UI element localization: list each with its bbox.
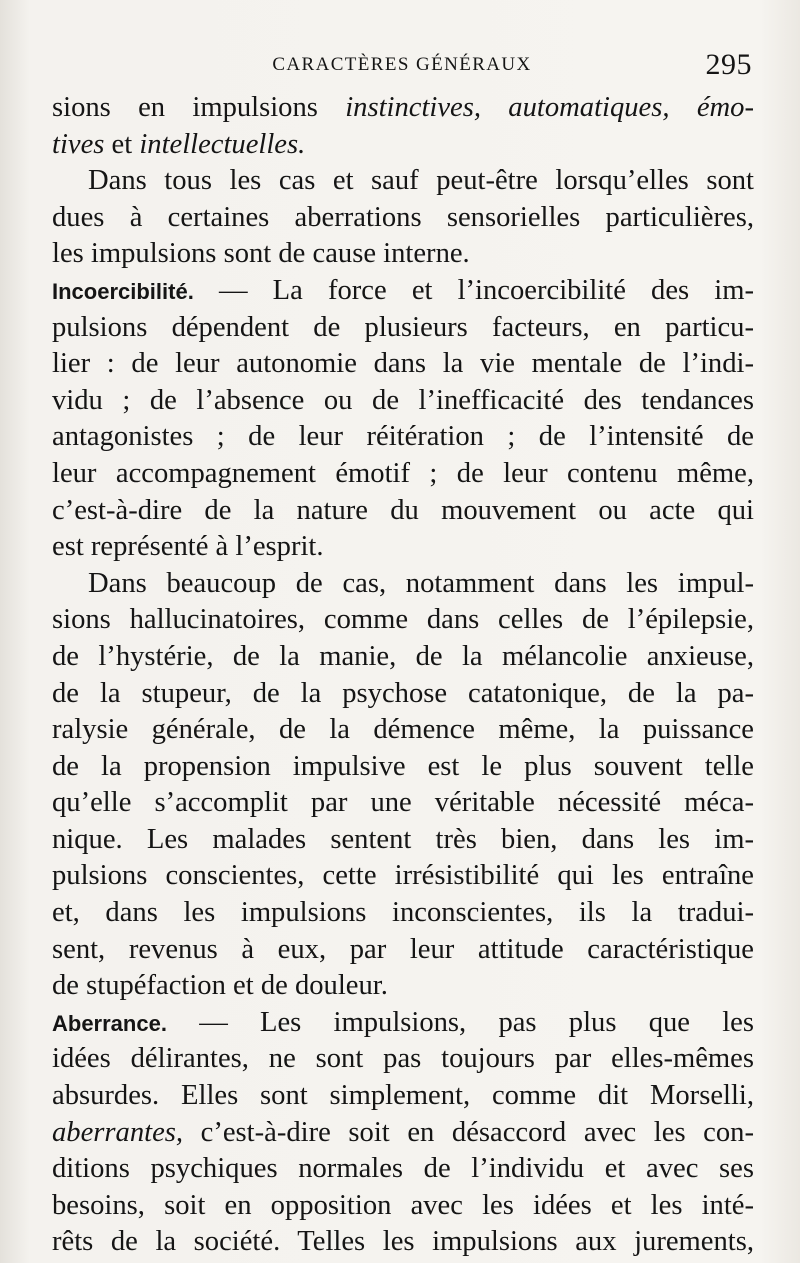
text-segment: antagonistes ; de leur réitération ; de l’intensité de	[52, 421, 754, 453]
text-line	[52, 1188, 754, 1225]
text-segment: ditions psychiques normales de l’individu et avec ses	[52, 1153, 754, 1185]
text-segment: sent, revenus à eux, par leur attitude caractéristique	[52, 933, 754, 965]
text-segment: sions hallucinatoires, comme dans celles de l’épilepsie,	[52, 604, 754, 636]
text-segment: pulsions dépendent de plusieurs facteurs, en particu-	[52, 311, 754, 343]
text-segment: ralysie générale, de la démence même, la puissance	[52, 714, 754, 746]
text-segment: pulsions conscientes, cette irrésistibilité qui les entraîne	[52, 860, 754, 892]
text-line	[52, 90, 754, 127]
running-head	[52, 48, 752, 82]
text-segment: besoins, soit en opposition avec les idées et les inté-	[52, 1189, 754, 1221]
text-line	[52, 310, 754, 347]
text-segment: est représenté à l’esprit.	[52, 531, 324, 563]
text-line	[52, 858, 754, 895]
text-segment: idées délirantes, ne sont pas toujours par elles-mêmes	[52, 1043, 754, 1075]
page-number: 295	[705, 48, 752, 81]
text-segment: et	[104, 128, 140, 160]
section-heading: Incoercibilité.	[52, 278, 194, 304]
text-line	[52, 383, 754, 420]
text-line	[52, 1224, 754, 1261]
text-line	[52, 602, 754, 639]
text-line	[52, 749, 754, 786]
text-line	[52, 236, 754, 273]
text-line	[52, 127, 754, 164]
text-line	[52, 529, 754, 566]
text-line	[52, 1005, 754, 1042]
text-segment: dues à certaines aberrations sensorielles particulières,	[52, 201, 754, 233]
text-line	[52, 346, 754, 383]
text-segment: rêts de la société. Telles les impulsions aux jurements,	[52, 1226, 754, 1258]
text-line	[52, 712, 754, 749]
text-segment: de la stupeur, de la psychose catatonique, de la pa-	[52, 677, 754, 709]
text-segment: Dans tous les cas et sauf peut-être lorsqu’elles sont	[88, 165, 754, 197]
text-line	[52, 895, 754, 932]
italic-text: tives	[52, 128, 105, 160]
text-segment: absurdes. Elles sont simplement, comme dit	[52, 1080, 650, 1112]
text-line	[52, 493, 754, 530]
text-line	[52, 822, 754, 859]
text-segment: qu’elle s’accomplit par une véritable nécessité méca-	[52, 787, 754, 819]
text-line	[52, 1041, 754, 1078]
text-line	[52, 273, 754, 310]
text-line	[52, 968, 754, 1005]
text-segment: de stupéfaction et de douleur.	[52, 970, 388, 1002]
text-line	[52, 639, 754, 676]
text-line	[52, 163, 754, 200]
text-segment: c’est-à-dire soit en désaccord avec les con-	[183, 1116, 754, 1148]
author-name: Morselli,	[649, 1080, 754, 1112]
text-segment: lier : de leur autonomie dans la vie mentale de l’indi-	[52, 348, 754, 380]
text-segment: Dans beaucoup de cas, notamment dans les impul-	[88, 567, 754, 599]
text-segment: — La force et l’incoercibilité des im-	[193, 274, 754, 306]
italic-text: aberrantes,	[52, 1116, 184, 1148]
text-line	[52, 456, 754, 493]
text-segment: les impulsions sont de cause interne.	[52, 238, 470, 270]
text-segment: leur accompagnement émotif ; de leur contenu même,	[52, 457, 754, 489]
text-line	[52, 1078, 754, 1115]
text-line	[52, 1115, 754, 1152]
text-segment: et, dans les impulsions inconscientes, ils la tradui-	[52, 897, 754, 929]
text-line	[52, 1151, 754, 1188]
italic-text: instinctives, automatiques, émo-	[345, 92, 754, 123]
text-line	[52, 676, 754, 713]
italic-text: intellectuelles.	[139, 128, 306, 160]
text-line	[52, 566, 754, 603]
running-title: CARACTÈRES GÉNÉRAUX	[272, 54, 532, 75]
body-text	[52, 90, 754, 1261]
text-segment: — Les impulsions, pas plus que les	[166, 1006, 754, 1038]
text-segment: c’est-à-dire de la nature du mouvement ou acte qui	[52, 494, 754, 526]
text-line	[52, 785, 754, 822]
text-line	[52, 419, 754, 456]
section-heading: Aberrance.	[52, 1010, 167, 1036]
text-segment: de l’hystérie, de la manie, de la mélancolie anxieuse,	[52, 640, 754, 672]
text-segment: vidu ; de l’absence ou de l’inefficacité des tendances	[52, 384, 754, 416]
text-segment: de la propension impulsive est le plus souvent telle	[52, 750, 754, 782]
text-line	[52, 200, 754, 237]
text-line	[52, 932, 754, 969]
text-segment: nique. Les malades sentent très bien, dans les im-	[52, 823, 754, 855]
text-segment: sions en impulsions	[52, 92, 346, 123]
